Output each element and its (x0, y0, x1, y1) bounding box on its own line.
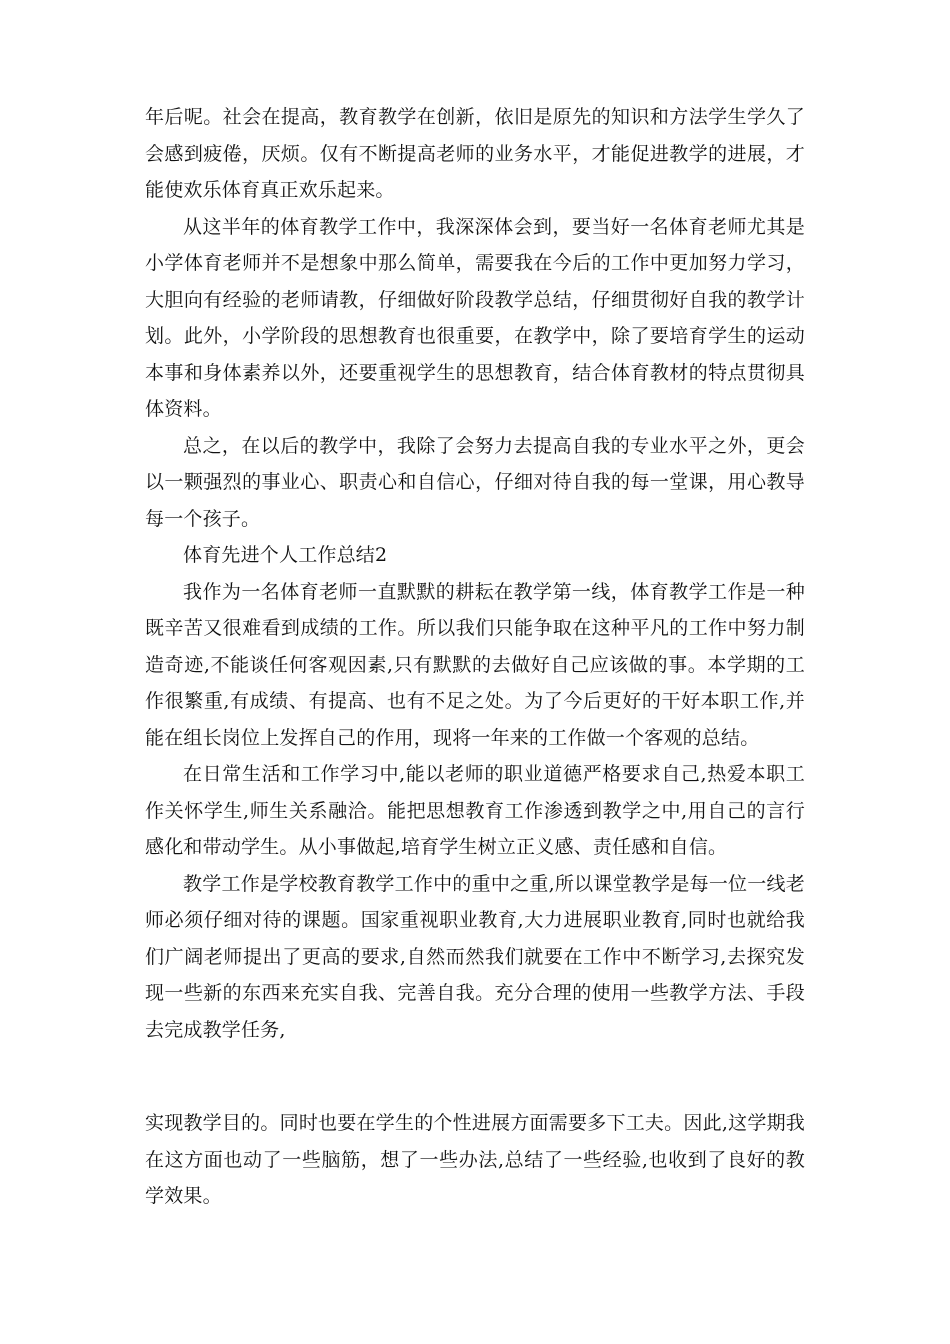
paragraph-reflection: 从这半年的体育教学工作中，我深深体会到，要当好一名体育老师尤其是小学体育老师并不是想象中那么简单，需要我在今后的工作中更加努力学习，大胆向有经验的老师请教，仔细做好阶段教学总结，仔细贯彻好自我的教学计划。此外，小学阶段的思想教育也很重要，在教学中，除了要培育学生的运动本事和身体素养以外，还要重视学生的思想教育，结合体育教材的特点贯彻具体资料。 (145, 215, 805, 420)
paragraph-results: 实现教学目的。同时也要在学生的个性进展方面需要多下工夫。因此,这学期我在这方面也动了一些脑筋，想了一些办法,总结了一些经验,也收到了良好的教学效果。 (145, 1112, 805, 1207)
paragraph-teaching: 教学工作是学校教育教学工作中的重中之重,所以课堂教学是每一位一线老师必须仔细对待的课题。国家重视职业教育,大力进展职业教育,同时也就给我们广阔老师提出了更高的要求,自然而然我们就要在工作中不断学习,去探究发现一些新的东西来充实自我、完善自我。充分合理的使用一些教学方法、手段去完成教学任务, (145, 872, 805, 1041)
paragraph-conclusion: 总之，在以后的教学中，我除了会努力去提高自我的专业水平之外，更会以一颗强烈的事业心、职责心和自信心，仔细对待自我的每一堂课，用心教导每一个孩子。 (145, 434, 805, 530)
section-heading: 体育先进个人工作总结2 (183, 544, 388, 566)
text-block-top (145, 99, 805, 1048)
paragraph-ethics: 在日常生活和工作学习中,能以老师的职业道德严格要求自己,热爱本职工作关怀学生,师生关系融洽。能把思想教育工作渗透到教学之中,用自己的言行感化和带动学生。从小事做起,培育学生树立正义感、责任感和自信。 (145, 763, 805, 858)
text-block-bottom (145, 1105, 805, 1215)
paragraph-continuation: 年后呢。社会在提高，教育教学在创新，依旧是原先的知识和方法学生学久了会感到疲倦，厌烦。仅有不断提高老师的业务水平，才能促进教学的进展，才能使欢乐体育真正欢乐起来。 (145, 106, 805, 201)
paragraph-introduction: 我作为一名体育老师一直默默的耕耘在教学第一线，体育教学工作是一种既辛苦又很难看到成绩的工作。所以我们只能争取在这种平凡的工作中努力制造奇迹,不能谈任何客观因素,只有默默的去做好自己应该做的事。本学期的工作很繁重,有成绩、有提高、也有不足之处。为了今后更好的干好本职工作,并能在组长岗位上发挥自己的作用，现将一年来的工作做一个客观的总结。 (145, 580, 805, 749)
